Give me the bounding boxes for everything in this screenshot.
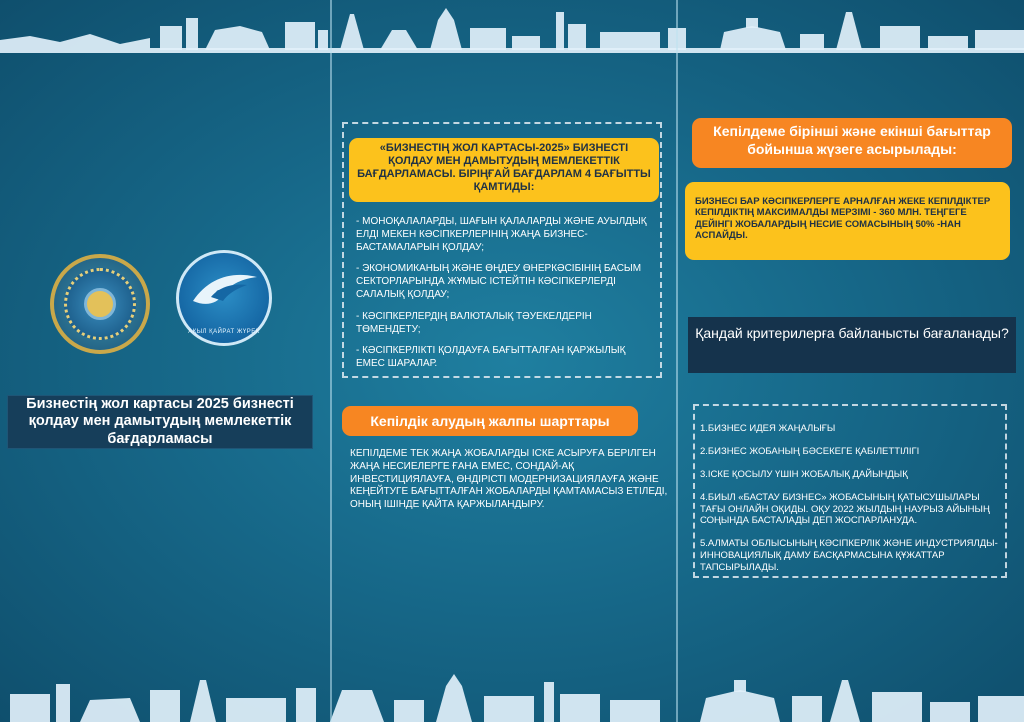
criteria-list — [700, 423, 1000, 585]
guarantee-text: БИЗНЕСІ БАР КӘСІПКЕРЛЕРГЕ АРНАЛҒАН ЖЕКЕ КЕПІЛДІКТЕР КЕПІЛДІКТІҢ МАКСИМАЛДЫ МЕРЗІМІ - 360 МЛН. ТЕҢГЕГЕ ДЕЙІНГІ ЖОБАЛАРДЫҢ НЕСИЕ СОМАСЫНЫҢ 50% -НАН АСПАЙДЫ. — [685, 182, 1010, 260]
list-item: 4.БИЫЛ «БАСТАУ БИЗНЕС» ЖОБАСЫНЫҢ ҚАТЫСУШЫЛАРЫ ТАҒЫ ОНЛАЙН ОҚИДЫ. ОҚУ 2022 ЖЫЛДЫҢ НАУРЫЗ АЙЫНЫҢ СОҢЫНДА БАСТАЛАДЫ ДЕП ЖОСПАРЛАНУДА. — [700, 491, 990, 527]
conditions-text: КЕПІЛДЕМЕ ТЕК ЖАҢА ЖОБАЛАРДЫ ІСКЕ АСЫРУҒА БЕРІЛГЕН ЖАҢА НЕСИЕЛЕРГЕ ҒАНА ЕМЕС, СОНДАЙ-АҚ ИНВЕСТИЦИЯЛАУҒА, ӨНДІРІСТІ МОДЕРНИЗАЦИЯЛАУҒА ЖӘНЕ КЕҢЕЙТУГЕ БАҒЫТТАЛҒАН ЖОБАЛАРДЫ ҚАМТАМАСЫЗ ЕТІЛЕДІ, ОНЫҢ ІШІНДЕ ҚАЙТА ҚАРЖЫЛАНДЫРУ. — [350, 448, 668, 511]
guarantee-heading: Кепілдеме бірінші және екінші бағыттар бойынша жүзеге асырылады: — [692, 118, 1012, 168]
program-heading: «БИЗНЕСТІҢ ЖОЛ КАРТАСЫ-2025» БИЗНЕСТІ ҚОЛДАУ МЕН ДАМЫТУДЫҢ МЕМЛЕКЕТТІК БАҒДАРЛАМАСЫ. БІРІҢҒАЙ БАҒДАРЛАМ 4 БАҒЫТТЫ ҚАМТИДЫ: — [349, 138, 659, 202]
list-item: - ЭКОНОМИКАНЫҢ ЖӘНЕ ӨҢДЕУ ӨНЕРКӘСІБІНІҢ БАСЫМ СЕКТОРЛАРЫНДА ЖҰМЫС ІСТЕЙТІН КӘСІПКЕРЛЕРДІ САЛАЛЫҚ ҚОЛДАУ; — [356, 263, 642, 300]
list-item: 1.БИЗНЕС ИДЕЯ ЖАҢАЛЫҒЫ — [700, 423, 836, 434]
bird-icon — [189, 267, 261, 319]
conditions-heading: Кепілдік алудың жалпы шарттары — [342, 406, 638, 436]
city-skyline-bottom — [0, 660, 1024, 722]
program-title: Бизнестің жол картасы 2025 бизнесті қолдау мен дамытудың мемлекеттік бағдарламасы — [7, 395, 313, 449]
directions-list — [356, 216, 652, 380]
criteria-heading: Қандай критерилерға байланысты бағаланады? — [688, 317, 1016, 373]
bird-logo-motto: АҚЫЛ ҚАЙРАТ ЖҮРЕК — [188, 329, 260, 335]
list-item: 3.ІСКЕ ҚОСЫЛУ ҮШІН ЖОБАЛЫҚ ДАЙЫНДЫҚ — [700, 468, 908, 480]
list-item: 2.БИЗНЕС ЖОБАНЫҢ БӘСЕКЕГЕ ҚАБІЛЕТТІЛІГІ — [700, 445, 920, 457]
city-skyline-top — [0, 0, 1024, 62]
list-item: - МОНОҚАЛАЛАРДЫ, ШАҒЫН ҚАЛАЛАРДЫ ЖӘНЕ АУЫЛДЫҚ ЕЛДІ МЕКЕН КӘСІПКЕРЛЕРІНІҢ ЖАҢА БИЗНЕС-БАСТАМАЛАРЫН ҚОЛДАУ; — [356, 216, 647, 253]
emblem-core — [84, 288, 116, 320]
list-item: 5.АЛМАТЫ ОБЛЫСЫНЫҢ КӘСІПКЕРЛІК ЖӘНЕ ИНДУСТРИЯЛДЫ-ИННОВАЦИЯЛЫҚ ДАМУ БАСҚАРМАСЫНА ҚҰЖАТТАР ТАПСЫРЫЛАДЫ. — [700, 538, 998, 573]
fold-line-right — [676, 0, 678, 722]
list-item: - КӘСІПКЕРЛІКТІ ҚОЛДАУҒА БАҒЫТТАЛҒАН ҚАРЖЫЛЫҚ ЕМЕС ШАРАЛАР. — [356, 345, 626, 370]
bird-logo — [176, 250, 272, 346]
list-item: - КӘСІПКЕРЛЕРДІҢ ВАЛЮТАЛЫҚ ТӘУЕКЕЛДЕРІН ТӨМЕНДЕТУ; — [356, 310, 592, 335]
emblem-logo — [50, 254, 150, 354]
fold-line-left — [330, 0, 332, 722]
